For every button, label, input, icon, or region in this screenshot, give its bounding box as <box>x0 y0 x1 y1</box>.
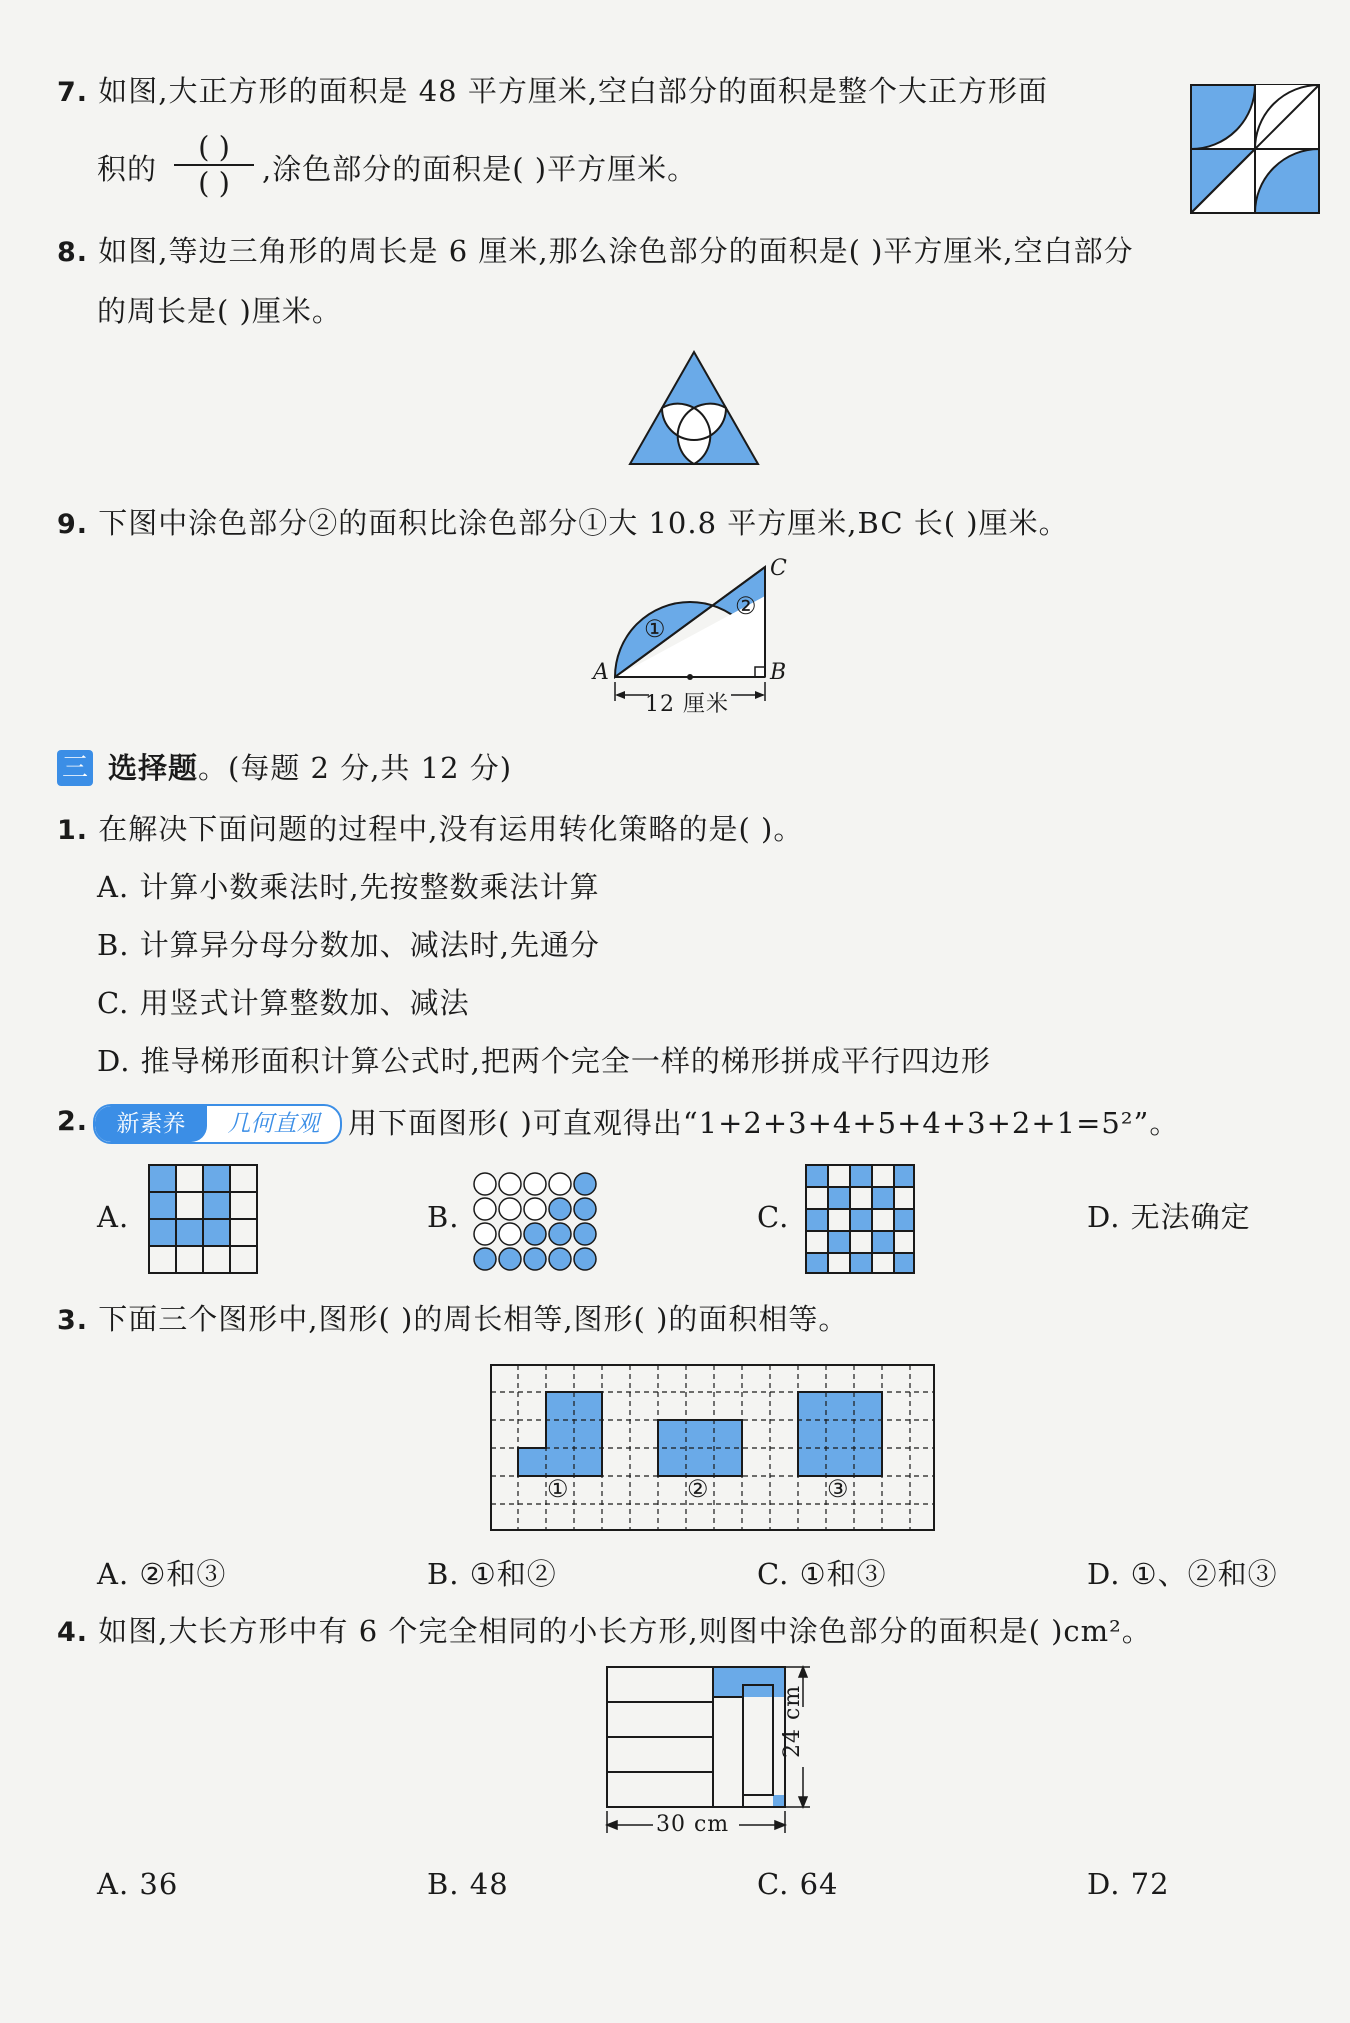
c4-text: 如图,大长方形中有 6 个完全相同的小长方形,则图中涂色部分的面积是( )cm²。 <box>98 1614 1152 1648</box>
c1-option-b[interactable]: B. 计算异分母分数加、减法时,先通分 <box>97 928 600 962</box>
c3-option-a[interactable]: A. ②和③ <box>97 1557 227 1591</box>
q9-line1 <box>57 506 1069 541</box>
region-2-label: ② <box>735 592 758 620</box>
section-title-text: 选择题 <box>108 751 199 785</box>
fig3-label: ③ <box>827 1475 850 1503</box>
c2-option-b-dots[interactable] <box>473 1172 601 1272</box>
c4-option-d[interactable]: D. 72 <box>1087 1867 1170 1901</box>
badge-topic: 几何直观 <box>227 1111 320 1137</box>
q7-line2-suffix: ,涂色部分的面积是( )平方厘米。 <box>262 152 698 186</box>
label-c: C <box>770 556 788 581</box>
c3-stem <box>57 1302 848 1337</box>
c2-option-c-label[interactable]: C. <box>757 1200 790 1234</box>
c2-number: 2. <box>57 1106 89 1137</box>
c2-option-c-checker[interactable] <box>805 1164 917 1276</box>
c2-stem: 用下面图形( )可直观得出“1+2+3+4+5+4+3+2+1=5²”。 <box>348 1106 1180 1140</box>
label-b: B <box>770 660 788 685</box>
q8-number: 8. <box>57 237 89 268</box>
c1-text: 在解决下面问题的过程中,没有运用转化策略的是( )。 <box>98 812 804 846</box>
region-1-label: ① <box>644 615 667 643</box>
c2-option-b-label[interactable]: B. <box>427 1200 460 1234</box>
q9-number: 9. <box>57 509 89 540</box>
c3-grid-figure <box>490 1364 935 1531</box>
section-icon: 三 <box>57 750 93 786</box>
badge-label: 新素养 <box>95 1106 207 1142</box>
q7-line1 <box>57 74 1048 109</box>
c3-option-c[interactable]: C. ①和③ <box>757 1557 887 1591</box>
c3-option-d[interactable]: D. ①、②和③ <box>1087 1557 1278 1591</box>
q8-line2: 的周长是( )厘米。 <box>97 294 342 328</box>
q7-number: 7. <box>57 77 89 108</box>
fraction-numerator: ( ) <box>198 130 230 164</box>
c4-option-a[interactable]: A. 36 <box>97 1867 179 1901</box>
c4-option-b[interactable]: B. 48 <box>427 1867 509 1901</box>
q7-fraction <box>166 130 262 200</box>
c2-option-a-grid[interactable] <box>148 1164 260 1276</box>
c4-stem <box>57 1614 1152 1649</box>
q9-text1: 下图中涂色部分②的面积比涂色部分①大 10.8 平方厘米,BC 长( )厘米。 <box>98 506 1069 540</box>
c1-option-a[interactable]: A. 计算小数乘法时,先按整数乘法计算 <box>97 870 600 904</box>
length-label: 12 厘米 <box>645 692 729 717</box>
fig2-label: ② <box>687 1475 710 1503</box>
q7-text1: 如图,大正方形的面积是 48 平方厘米,空白部分的面积是整个大正方形面 <box>98 74 1049 108</box>
c4-option-c[interactable]: C. 64 <box>757 1867 839 1901</box>
fig1-label: ① <box>547 1475 570 1503</box>
c3-text: 下面三个图形中,图形( )的周长相等,图形( )的面积相等。 <box>98 1302 849 1336</box>
q7-square-figure <box>1190 84 1320 214</box>
c2-option-a-label[interactable]: A. <box>97 1200 130 1234</box>
width-label: 30 cm <box>656 1812 730 1837</box>
fraction-denominator: ( ) <box>198 166 230 200</box>
literacy-badge <box>93 1104 342 1144</box>
section-title <box>108 751 512 786</box>
q7-line2-prefix: 积的 <box>97 152 158 186</box>
c1-stem <box>57 812 803 847</box>
label-a: A <box>593 660 610 685</box>
c1-number: 1. <box>57 815 89 846</box>
c1-option-c[interactable]: C. 用竖式计算整数加、减法 <box>97 986 470 1020</box>
height-label: 24 cm <box>780 1684 805 1758</box>
q8-text1: 如图,等边三角形的周长是 6 厘米,那么涂色部分的面积是( )平方厘米,空白部分 <box>98 234 1134 268</box>
c1-option-d[interactable]: D. 推导梯形面积计算公式时,把两个完全一样的梯形拼成平行四边形 <box>97 1044 991 1078</box>
c3-option-b[interactable]: B. ①和② <box>427 1557 557 1591</box>
c2-option-d[interactable]: D. 无法确定 <box>1087 1200 1251 1234</box>
c4-number: 4. <box>57 1617 89 1648</box>
q8-line1 <box>57 234 1134 269</box>
section-note: 。(每题 2 分,共 12 分) <box>198 751 513 785</box>
q8-triangle-figure <box>628 350 760 466</box>
c3-number: 3. <box>57 1305 89 1336</box>
